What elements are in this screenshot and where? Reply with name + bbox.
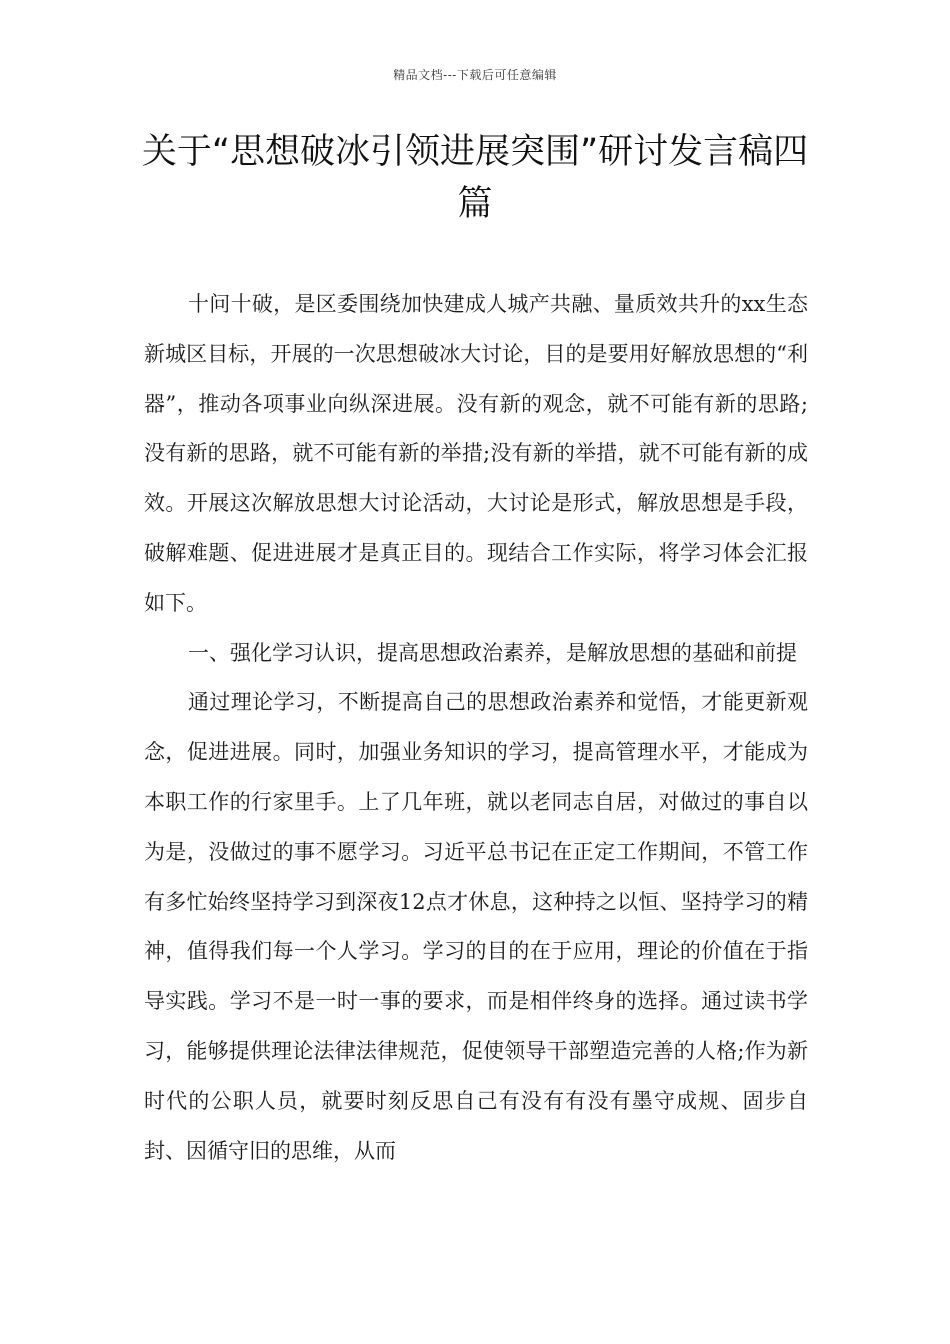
body-paragraph: 通过理论学习，不断提高自己的思想政治素养和觉悟，才能更新观念，促进进展。同时，加强业务知识的学习，提高管理水平，才能成为本职工作的行家里手。上了几年班，就以老同志自居，对做过的事自以为是，没做过的事不愿学习。习近平总书记在正定工作期间，不管工作有多忙始终坚持学习到深夜12点才休息，这种持之以恒、坚持学习的精神，值得我们每一个人学习。学习的目的在于应用，理论的价值在于指导实践。学习不是一时一事的要求，而是相伴终身的选择。通过读书学习，能够提供理论法律法律规范，促使领导干部塑造完善的人格;作为新时代的公职人员，就要时刻反思自己有没有有没有墨守成规、固步自封、因循守旧的思维，从而 [144,690,808,1163]
intro-paragraph: 十问十破，是区委围绕加快建成人城产共融、量质效共升的xx生态新城区目标，开展的一次思想破冰大讨论，目的是要用好解放思想的“利器”，推动各项事业向纵深进展。没有新的观念，就不可能有新的思路;没有新的思路，就不可能有新的举措;没有新的举措，就不可能有新的成效。开展这次解放思想大讨论活动，大讨论是形式，解放思想是手段，破解难题、促进进展才是真正目的。现结合工作实际，将学习体会汇报如下。 [144,292,808,615]
document-body [144,280,808,1176]
section-heading-1: 一、强化学习认识，提高思想政治素养，是解放思想的基础和前提 [188,640,797,665]
document-header-note: 精品文档---下载后可任意编辑 [393,68,557,82]
document-title: 关于“思想破冰引领进展突围”研讨发言稿四篇 [141,132,809,224]
